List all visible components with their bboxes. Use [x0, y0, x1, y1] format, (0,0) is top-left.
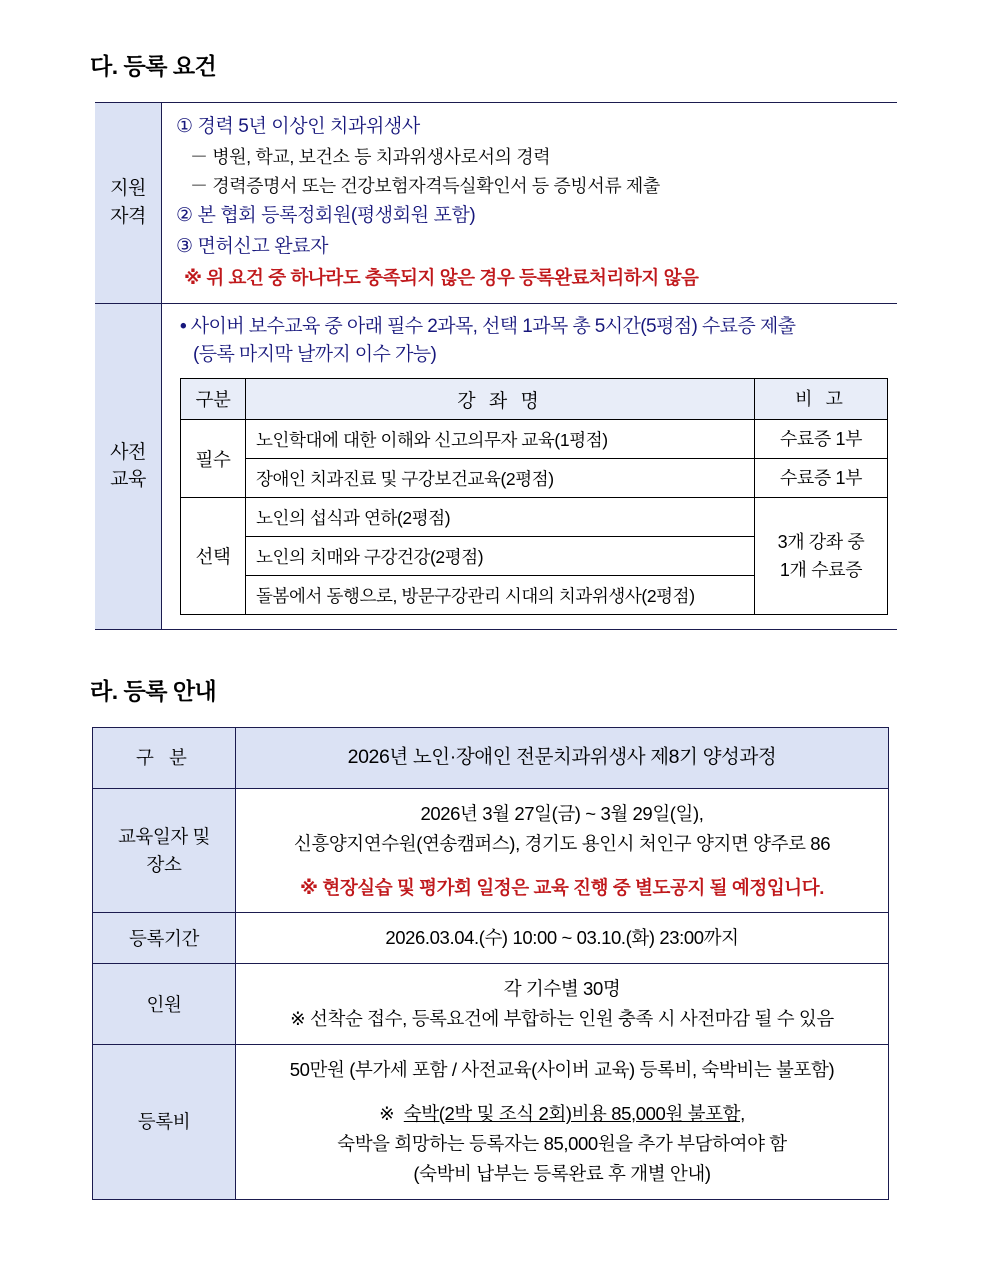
course-note: 수료증 1부 [755, 420, 888, 459]
notice-text: 현장실습 및 평가회 일정은 교육 진행 중 별도공지 될 예정입니다. [322, 876, 824, 898]
notice-mark-icon: ※ [379, 1103, 395, 1125]
elective-note-line1: 3개 강좌 중 [777, 531, 865, 552]
table-row-course-title [93, 728, 889, 789]
guide-value-capacity [236, 964, 889, 1045]
guide-header-key: 구 분 [93, 728, 236, 789]
guide-key-registration-period: 등록기간 [93, 913, 236, 964]
requirements-table [95, 102, 897, 630]
elective-note-line2: 1개 수료증 [779, 560, 863, 581]
guide-value-registration-period: 2026.03.04.(수) 10:00 ~ 03.10.(화) 23:00까지 [236, 913, 889, 964]
courses-header-course: 강 좌 명 [246, 379, 755, 420]
course-name: 노인의 치매와 구강건강(2평점) [246, 537, 755, 576]
course-name: 노인의 섭식과 연하(2평점) [246, 498, 755, 537]
capacity-notice [244, 1004, 880, 1034]
course-name: 장애인 치과진료 및 구강보건교육(2평점) [246, 459, 755, 498]
notice-mark-icon: ※ [300, 876, 318, 898]
spacer [244, 1085, 880, 1099]
table-row [181, 498, 888, 537]
row-label-eligibility [95, 103, 162, 304]
schedule-line-2: 신흥양지연수원(연송캠퍼스), 경기도 용인시 처인구 양지면 양주로 86 [293, 832, 831, 854]
eligibility-item-4: ② 본 협회 등록정회원(평생회원 포함) [176, 205, 476, 227]
courses-header-row [181, 379, 888, 420]
schedule-line-1: 2026년 3월 27일(금) ~ 3월 29일(일), [420, 802, 704, 824]
spacer [244, 859, 880, 873]
row-content-eligibility [162, 103, 898, 304]
row-label-pretraining-line2: 교육 [110, 469, 146, 491]
fee-extra-line-1: 숙박을 희망하는 등록자는 85,000원을 추가 부담하여야 함 [337, 1133, 787, 1155]
table-row [181, 459, 888, 498]
course-name: 돌봄에서 동행으로, 방문구강관리 시대의 치과위생사(2평점) [246, 576, 755, 615]
capacity-line-1: 각 기수별 30명 [503, 978, 621, 1000]
row-content-pretraining [162, 303, 898, 630]
eligibility-item-1: ① 경력 5년 이상인 치과위생사 [176, 116, 420, 137]
guide-key-schedule-venue [93, 788, 236, 913]
fee-extra-line-2: (숙박비 납부는 등록완료 후 개별 안내) [413, 1163, 711, 1185]
eligibility-warning [176, 263, 887, 293]
table-row-schedule-venue [93, 788, 889, 913]
row-label-eligibility-line2: 자격 [110, 205, 146, 227]
guide-key-schedule-venue-line1: 교육일자 및 [117, 825, 211, 847]
guide-header-value: 2026년 노인·장애인 전문치과위생사 제8기 양성과정 [236, 728, 889, 789]
guide-key-schedule-venue-line2: 장소 [146, 853, 182, 875]
table-row-pretraining [95, 303, 897, 630]
course-name: 노인학대에 대한 이해와 신고의무자 교육(1평점) [246, 420, 755, 459]
course-note-elective [755, 498, 888, 615]
row-label-pretraining-line1: 사전 [110, 441, 146, 463]
section-heading-guide: 라. 등록 안내 [90, 678, 217, 704]
table-row-capacity [93, 964, 889, 1045]
warning-mark-icon: ※ [184, 266, 202, 288]
notice-mark-icon: ※ [290, 1008, 306, 1030]
table-row [181, 420, 888, 459]
notice-text: 선착순 접수, 등록요건에 부합하는 인원 충족 시 사전마감 될 수 있음 [310, 1008, 834, 1030]
row-label-eligibility-line1: 지원 [110, 178, 146, 200]
guide-table [92, 727, 889, 1200]
bullet-dot-icon: • [180, 315, 187, 337]
guide-key-fee: 등록비 [93, 1045, 236, 1200]
pretraining-bullet-line2: (등록 마지막 날까지 이수 가능) [193, 344, 437, 366]
courses-table [180, 378, 888, 615]
warning-text: 위 요건 중 하나라도 충족되지 않은 경우 등록완료처리하지 않음 [206, 266, 699, 288]
courses-header-note: 비 고 [755, 379, 888, 420]
fee-line-1: 50만원 (부가세 포함 / 사전교육(사이버 교육) 등록비, 숙박비는 불포함) [289, 1059, 835, 1081]
table-row-eligibility [95, 103, 897, 304]
row-label-pretraining [95, 303, 162, 630]
guide-value-fee [236, 1045, 889, 1200]
fee-notice [244, 1099, 880, 1129]
table-row-fee [93, 1045, 889, 1200]
course-note: 수료증 1부 [755, 459, 888, 498]
courses-category-required: 필수 [181, 420, 246, 498]
table-row-registration-period [93, 913, 889, 964]
guide-value-schedule-venue [236, 788, 889, 913]
courses-header-category: 구분 [181, 379, 246, 420]
schedule-notice [244, 873, 880, 903]
courses-category-elective: 선택 [181, 498, 246, 615]
fee-notice-underlined: 숙박(2박 및 조식 2회)비용 85,000원 불포함, [403, 1103, 745, 1125]
pretraining-bullet-line1: 사이버 보수교육 중 아래 필수 2과목, 선택 1과목 총 5시간(5평점) 수료증 제출 [190, 315, 796, 337]
section-heading-requirements: 다. 등록 요건 [90, 53, 217, 79]
eligibility-item-3: － 경력증명서 또는 건강보험자격득실확인서 등 증빙서류 제출 [190, 175, 660, 196]
eligibility-item-2: － 병원, 학교, 보건소 등 치과위생사로서의 경력 [190, 146, 551, 167]
eligibility-item-5: ③ 면허신고 완료자 [176, 235, 329, 257]
pretraining-bullet [176, 313, 887, 371]
guide-key-capacity: 인원 [93, 964, 236, 1045]
